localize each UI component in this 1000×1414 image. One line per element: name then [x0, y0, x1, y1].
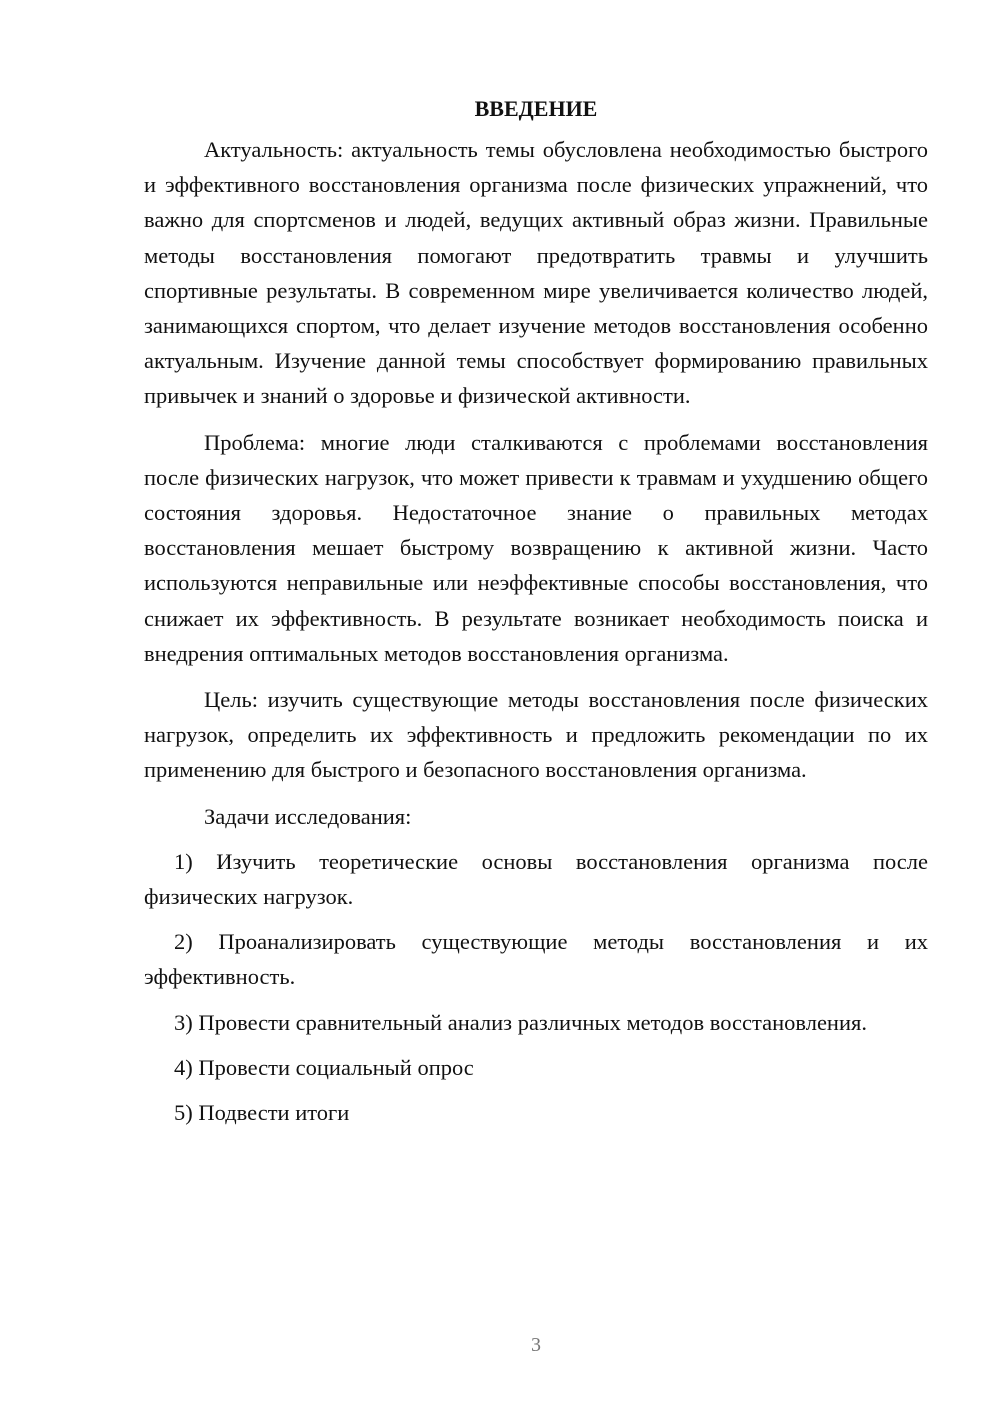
task-item-3: 3) Провести сравнительный анализ различных методов восстановления. [174, 1009, 867, 1035]
task-item-2: 2) Проанализировать существующие методы восстановления и их эффективность. [144, 929, 928, 990]
goal-paragraph: Цель: изучить существующие методы восстановления после физических нагрузок, определить их эффективность и предложить рекомендации по их применению для быстрого и безопасного восстановления организма. [144, 687, 928, 783]
task-item-1: 1) Изучить теоретические основы восстановления организма после физических нагрузок. [144, 848, 928, 910]
page-content [144, 92, 928, 1130]
tasks-heading: Задачи исследования: [204, 803, 412, 829]
tasks-list [144, 844, 928, 1130]
task-item-5: 5) Подвести итоги [174, 1100, 350, 1126]
problem-paragraph: Проблема: многие люди сталкиваются с проблемами восстановления после физических нагрузок, что может привести к травмам и ухудшению общего состояния здоровья. Недостаточное знание о правильных методах восстановления мешает быстрому возвращению к активной жизни. Часто используются неправильные или неэффективные способы восстановления, что снижает их эффективность. В результате возникает необходимость поиска и внедрения оптимальных методов восстановления организма. [144, 429, 928, 666]
task-item-4: 4) Провести социальный опрос [174, 1054, 474, 1080]
relevance-paragraph: Актуальность: актуальность темы обусловлена необходимостью быстрого и эффективного восстановления организма после физических упражнений, что важно для спортсменов и людей, ведущих активный образ жизни. Правильные методы восстановления помогают предотвратить травмы и улучшить спортивные результаты. В современном мире увеличивается количество людей, занимающихся спортом, что делает изучение методов восстановления особенно актуальным. Изучение данной темы способствует формированию правильных привычек и знаний о здоровье и физической активности. [144, 137, 928, 409]
page-number: 3 [531, 1334, 541, 1356]
section-title: ВВЕДЕНИЕ [474, 96, 598, 121]
